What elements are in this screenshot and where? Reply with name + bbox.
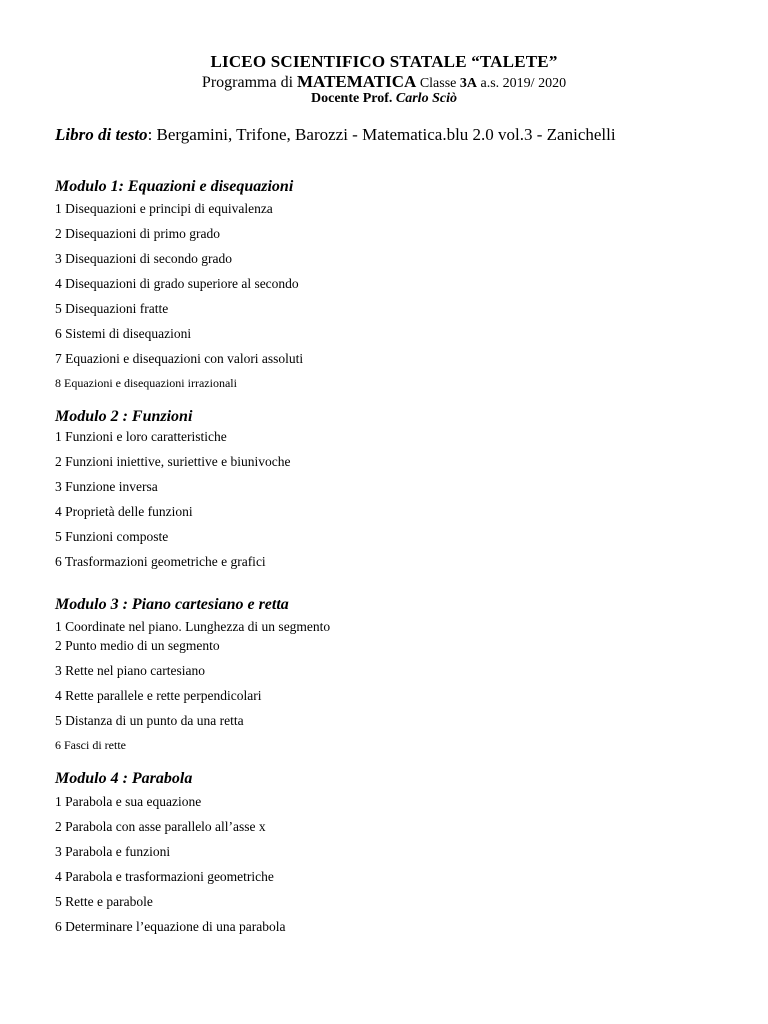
list-item: 5 Disequazioni fratte — [55, 301, 169, 316]
list-item: 6 Trasformazioni geometriche e grafici — [55, 554, 266, 569]
module-4-title: Modulo 4 : Parabola — [55, 770, 193, 787]
textbook-text: : Bergamini, Trifone, Barozzi - Matematica.blu 2.0 vol.3 - Zanichelli — [147, 125, 616, 144]
list-item: 1 Parabola e sua equazione — [55, 794, 202, 809]
list-item: 2 Parabola con asse parallelo all’asse x — [55, 819, 266, 834]
list-item: 3 Disequazioni di secondo grado — [55, 251, 232, 266]
class-label: Classe — [416, 76, 460, 91]
list-item: 2 Funzioni iniettive, suriettive e biunivoche — [55, 454, 291, 469]
list-item: 5 Rette e parabole — [55, 894, 153, 909]
list-item: 2 Punto medio di un segmento — [55, 638, 220, 653]
school-title: LICEO SCIENTIFICO STATALE “TALETE” — [210, 52, 558, 71]
list-item: 5 Funzioni composte — [55, 529, 169, 544]
class-value: 3A — [459, 76, 478, 91]
list-item: 6 Sistemi di disequazioni — [55, 326, 192, 341]
list-item: 6 Determinare l’equazione di una parabola — [55, 919, 286, 934]
list-item: 4 Proprietà delle funzioni — [55, 504, 193, 519]
list-item: 1 Disequazioni e principi di equivalenza — [55, 201, 273, 216]
teacher-name: Carlo Sciò — [395, 91, 457, 106]
textbook-label: Libro di testo — [55, 125, 148, 144]
list-item: 7 Equazioni e disequazioni con valori assoluti — [55, 351, 304, 366]
program-line — [0, 72, 768, 92]
list-item: 5 Distanza di un punto da una retta — [55, 713, 244, 728]
list-item: 2 Disequazioni di primo grado — [55, 226, 220, 241]
module-2-title: Modulo 2 : Funzioni — [55, 408, 193, 425]
list-item: 4 Disequazioni di grado superiore al secondo — [55, 276, 299, 291]
textbook-line — [55, 125, 616, 145]
list-item: 3 Rette nel piano cartesiano — [55, 663, 205, 678]
program-prefix: Programma di — [201, 74, 298, 91]
list-item: 8 Equazioni e disequazioni irrazionali — [55, 376, 237, 390]
list-item: 4 Rette parallele e rette perpendicolari — [55, 688, 262, 703]
teacher-label: Docente Prof. — [311, 91, 396, 106]
module-1-title: Modulo 1: Equazioni e disequazioni — [55, 178, 294, 195]
list-item: 1 Funzioni e loro caratteristiche — [55, 429, 227, 444]
list-item: 4 Parabola e trasformazioni geometriche — [55, 869, 274, 884]
list-item: 3 Funzione inversa — [55, 479, 158, 494]
module-3-title: Modulo 3 : Piano cartesiano e retta — [55, 596, 289, 613]
school-year: a.s. 2019/ 2020 — [477, 76, 567, 91]
list-item: 1 Coordinate nel piano. Lunghezza di un segmento — [55, 619, 331, 634]
teacher-line — [0, 91, 768, 107]
list-item: 3 Parabola e funzioni — [55, 844, 171, 859]
subject-name: MATEMATICA — [297, 72, 417, 91]
list-item: 6 Fasci di rette — [55, 738, 126, 752]
